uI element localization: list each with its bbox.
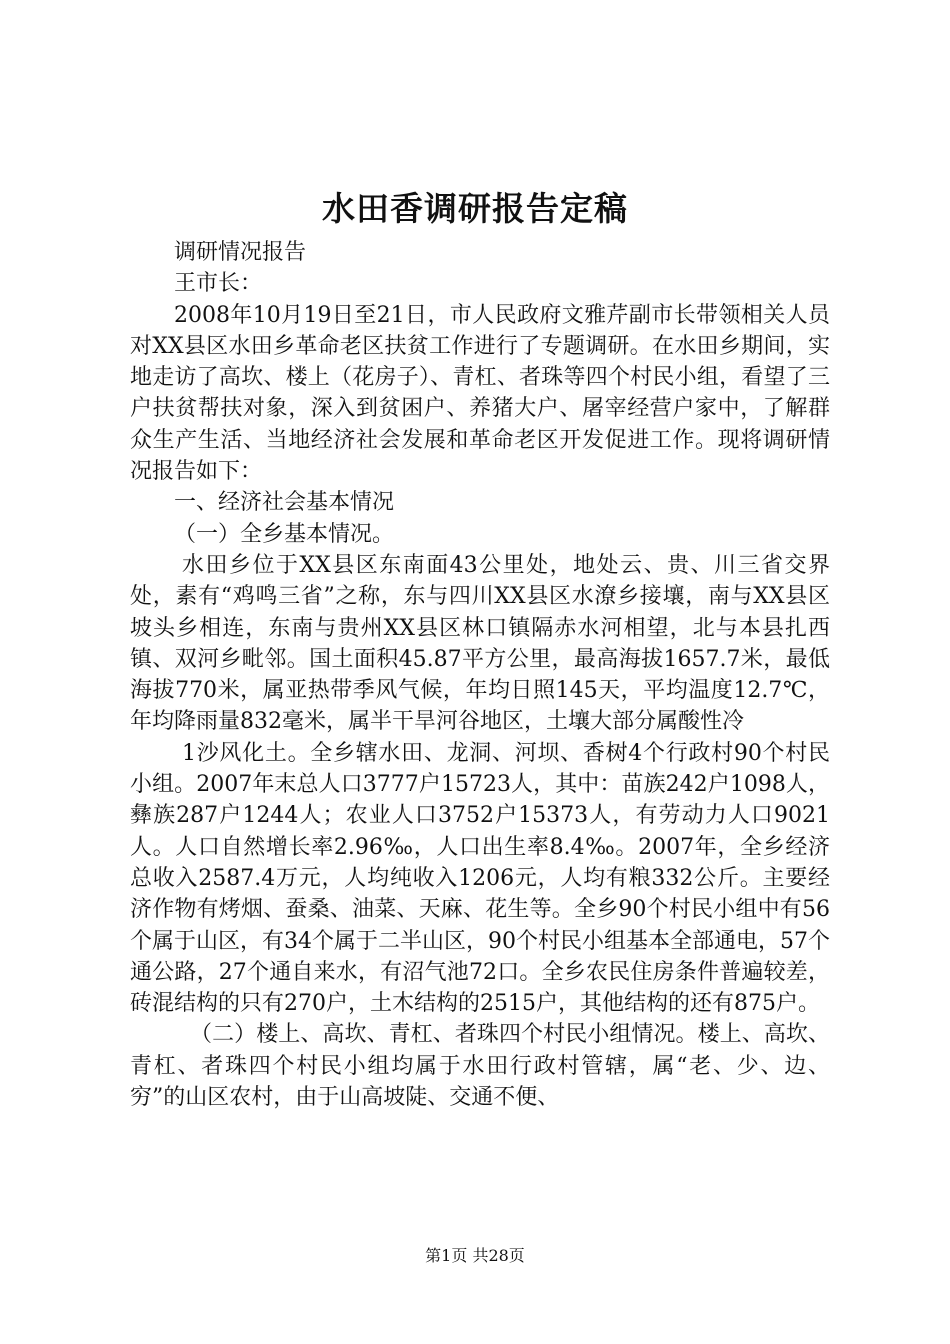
body-paragraph: 1沙风化土。全乡辖水田、龙洞、河坝、香树4个行政村90个村民小组。2007年末总人口3777户15723人，其中：苗族242户1098人，彝族287户1244人；农业人口3752户15373人，有劳动力人口9021人。人口自然增长率2.96‰，人口出生率8.4‰。2007年，全乡经济总收入2587.4万元，人均纯收入1206元，人均有粮332公斤。主要经济作物有烤烟、蚕桑、油菜、天麻、花生等。全乡90个村民小组中有56个属于山区，有34个属于二半山区，90个村民小组基本全部通电，57个通公路，27个通自来水，有沼气池72口。全乡农民住房条件普遍较差，砖混结构的只有270户，土木结构的2515户，其他结构的还有875户。 (130, 740, 830, 1017)
body-paragraph: （二）楼上、高坎、青杠、者珠四个村民小组情况。楼上、高坎、青杠、者珠四个村民小组均属于水田行政村管辖，属“老、少、边、穷”的山区农村，由于山高坡陡、交通不便、 (130, 1022, 830, 1111)
document-title: 水田香调研报告定稿 (322, 189, 628, 228)
body-paragraph: （一）全乡基本情况。 (174, 521, 395, 547)
body-paragraph: 一、经济社会基本情况 (174, 490, 395, 516)
body-paragraph: 王市长： (174, 271, 263, 297)
page-number-footer: 第1页 共28页 (425, 1246, 525, 1265)
document-body (130, 237, 830, 1113)
body-paragraph: 调研情况报告 (174, 240, 307, 265)
body-paragraph: 水田乡位于XX县区东南面43公里处，地处云、贵、川三省交界处，素有“鸡鸣三省”之称，东与四川XX县区水潦乡接壤，南与XX县区坡头乡相连，东南与贵州XX县区林口镇隔赤水河相望，北与本县扎西镇、双河乡毗邻。国土面积45.87平方公里，最高海拔1657.7米，最低海拔770米，属亚热带季风气候，年均日照145天，平均温度12.7℃，年均降雨量832毫米，属半干旱河谷地区，土壤大部分属酸性冷 (130, 552, 830, 735)
body-paragraph: 2008年10月19日至21日，市人民政府文雅芹副市长带领相关人员对XX县区水田乡革命老区扶贫工作进行了专题调研。在水田乡期间，实地走访了高坎、楼上（花房子）、青杠、者珠等四个村民小组，看望了三户扶贫帮扶对象，深入到贫困户、养猪大户、屠宰经营户家中，了解群众生产生活、当地经济社会发展和革命老区开发促进工作。现将调研情况报告如下： (130, 302, 830, 485)
